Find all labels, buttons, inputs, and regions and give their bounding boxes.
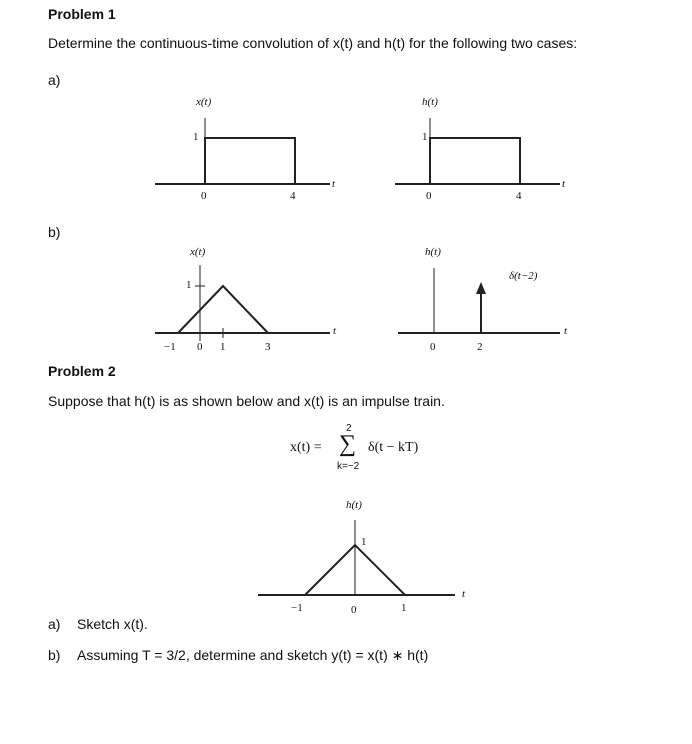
p1a-h-plot <box>395 118 560 184</box>
problem1-heading: Problem 1 <box>48 6 116 22</box>
p1b-x-level: 1 <box>186 279 192 291</box>
p1a-x-tick-4: 4 <box>290 190 296 202</box>
p2-h-tick-1: 1 <box>401 602 407 614</box>
equation-term: δ(t − kT) <box>368 440 419 455</box>
problem2-part-b-text: Assuming T = 3/2, determine and sketch y(t) = x(t) ∗ h(t) <box>77 647 429 663</box>
p1b-x-triangle <box>178 286 268 333</box>
equation-sum-upper: 2 <box>346 423 352 434</box>
p1b-h-tick-2: 2 <box>477 341 483 353</box>
problem1-part-b-label: b) <box>48 224 61 240</box>
p1a-h-tick-0: 0 <box>426 190 432 202</box>
p1a-h-tick-4: 4 <box>516 190 522 202</box>
equation-sum-lower: k=−2 <box>337 461 360 472</box>
p1b-x-tick-3: 3 <box>265 341 271 353</box>
p1a-x-plot <box>155 118 330 184</box>
p2-h-tick-neg1: −1 <box>291 602 303 614</box>
p2-h-axis-label: t <box>462 588 466 600</box>
p1b-x-tick-1: 1 <box>220 341 226 353</box>
p1a-x-axis-label: t <box>332 178 336 190</box>
problem2-part-a-text: Sketch x(t). <box>77 616 148 632</box>
problem2-intro: Suppose that h(t) is as shown below and x(t) is an impulse train. <box>48 393 445 409</box>
equation-sum-symbol: ∑ <box>339 431 357 457</box>
p1b-h-tick-0: 0 <box>430 341 436 353</box>
p1b-x-tick-0: 0 <box>197 341 203 353</box>
problem2-part-a-label: a) <box>48 616 61 632</box>
p1b-h-impulse-label: δ(t−2) <box>509 270 538 282</box>
p1a-x-tick-0: 0 <box>201 190 207 202</box>
p1b-x-plot <box>155 265 330 341</box>
p2-h-label: h(t) <box>346 499 362 511</box>
p1a-x-level: 1 <box>193 131 199 143</box>
p1b-h-label: h(t) <box>425 246 441 258</box>
problem2-heading: Problem 2 <box>48 363 116 379</box>
problem1-intro: Determine the continuous-time convolution of x(t) and h(t) for the following two cases: <box>48 35 578 51</box>
p1a-h-level: 1 <box>422 131 428 143</box>
problem1-part-a-label: a) <box>48 72 61 88</box>
p1b-h-axis-label: t <box>564 325 568 337</box>
p1a-h-label: h(t) <box>422 96 438 108</box>
p1b-x-label: x(t) <box>190 246 206 258</box>
p2-h-tick-0: 0 <box>351 604 357 616</box>
p1a-h-axis-label: t <box>562 178 566 190</box>
p1b-x-axis-label: t <box>333 325 337 337</box>
equation-lhs: x(t) = <box>290 440 322 455</box>
p1b-x-tick-neg1: −1 <box>164 341 176 353</box>
p1a-h-rect <box>430 138 520 184</box>
p1a-x-rect <box>205 138 295 184</box>
problem2-part-b-label: b) <box>48 647 61 663</box>
p1a-x-label: x(t) <box>196 96 212 108</box>
p2-h-plot <box>258 520 455 595</box>
p2-h-peak: 1 <box>361 536 367 548</box>
p1b-h-impulse-arrow <box>476 282 486 294</box>
